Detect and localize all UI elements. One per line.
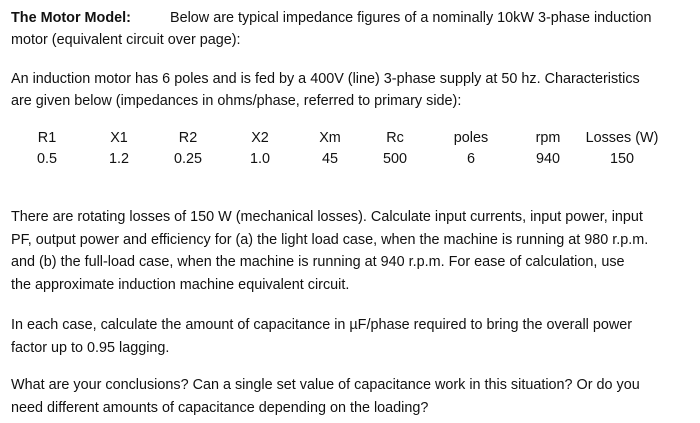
table-header: R2 <box>178 130 198 146</box>
table-value: 1.0 <box>249 151 270 167</box>
intro-line-2: are given below (impedances in ohms/phase, referred to primary side): <box>11 93 462 109</box>
table-value: 0.5 <box>36 151 57 167</box>
conclusions-paragraph <box>11 374 693 419</box>
paragraph-line: There are rotating losses of 150 W (mechanical losses). Calculate input currents, input power, input <box>11 209 643 225</box>
table-header: Losses (W) <box>585 130 659 146</box>
table-value: 6 <box>466 151 475 167</box>
table-header: R1 <box>37 130 57 146</box>
table-header: Xm <box>319 130 341 146</box>
table-header: rpm <box>535 130 561 146</box>
table-value: 150 <box>609 151 634 167</box>
table-header: Rc <box>386 130 404 146</box>
intro-line-1: An induction motor has 6 poles and is fed by a 400V (line) 3-phase supply at 50 hz. Characteristics <box>11 71 640 87</box>
capacitance-paragraph <box>11 314 693 359</box>
paragraph-line: factor up to 0.95 lagging. <box>11 339 170 356</box>
paragraph-line: the approximate induction machine equivalent circuit. <box>11 276 350 293</box>
table-value: 45 <box>321 151 338 167</box>
motor-model-title: The Motor Model: <box>11 10 131 26</box>
table-value: 940 <box>535 151 560 167</box>
table-header: X1 <box>110 130 128 146</box>
table-value: 500 <box>382 151 407 167</box>
table-value: 1.2 <box>108 151 129 167</box>
paragraph-line: In each case, calculate the amount of capacitance in µF/phase required to bring the overall power <box>11 317 633 333</box>
paragraph-line: and (b) the full-load case, when the machine is running at 940 r.p.m. For ease of calculation, use <box>11 254 625 271</box>
table-value: 0.25 <box>173 151 202 167</box>
heading-description-continued: motor (equivalent circuit over page): <box>11 32 241 48</box>
rotating-losses-paragraph <box>11 206 693 296</box>
table-header: poles <box>453 130 489 146</box>
table-header: X2 <box>251 130 269 146</box>
paragraph-line: need different amounts of capacitance depending on the loading? <box>11 399 429 416</box>
paragraph-line: What are your conclusions? Can a single set value of capacitance work in this situation? Or do you <box>11 377 640 393</box>
paragraph-line: PF, output power and efficiency for (a) the light load case, when the machine is running at 980 r.p.m. <box>11 231 649 248</box>
heading-line <box>11 8 652 28</box>
heading-description: Below are typical impedance figures of a nominally 10kW 3-phase induction <box>170 10 652 26</box>
